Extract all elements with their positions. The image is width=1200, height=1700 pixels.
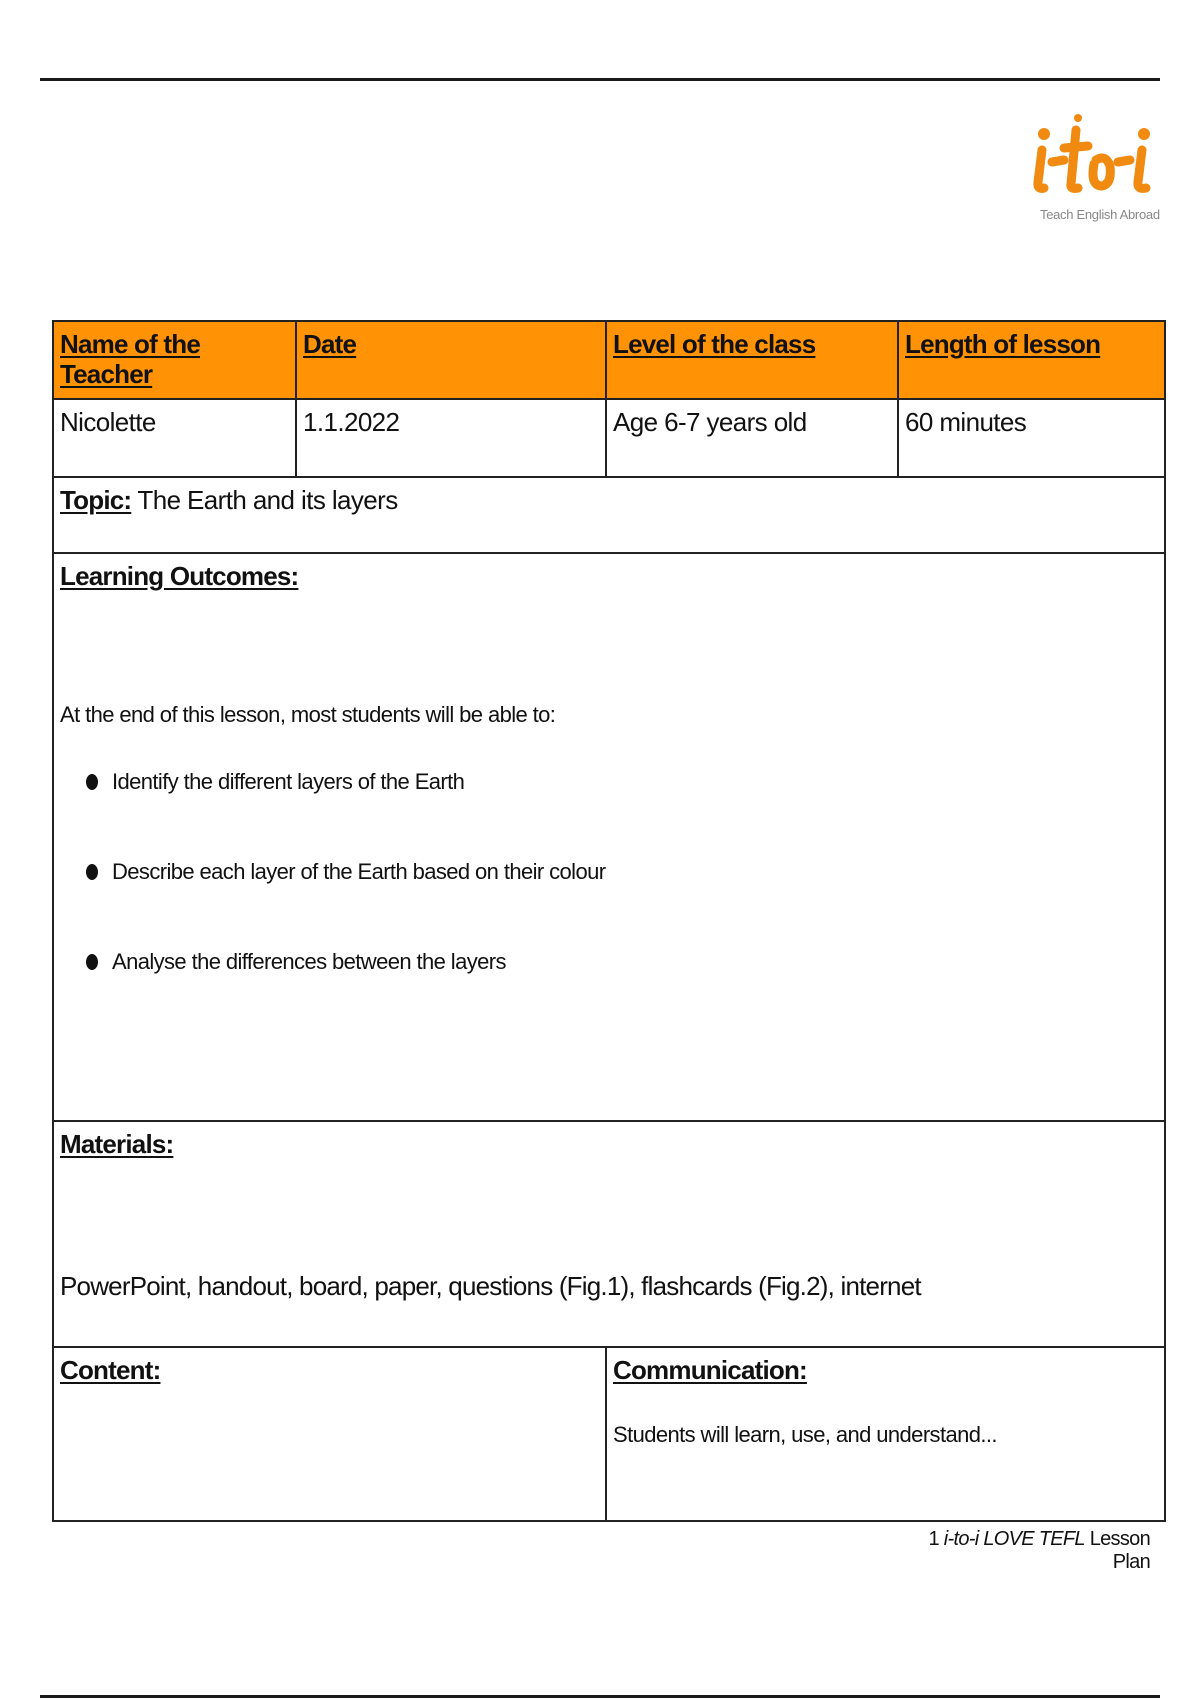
bullet-icon (86, 864, 98, 880)
date-value: 1.1.2022 (296, 399, 606, 477)
topic-value: The Earth and its layers (137, 485, 398, 515)
teacher-header-label: Name of the Teacher (60, 329, 201, 389)
lesson-plan-table (52, 320, 1166, 1522)
materials-row (53, 1121, 1165, 1347)
length-header-cell (898, 321, 1165, 399)
level-header-label: Level of the class (613, 329, 816, 359)
outcomes-list (60, 769, 1158, 975)
content-label: Content: (60, 1355, 161, 1385)
learning-outcomes-label: Learning Outcomes: (60, 561, 299, 591)
date-header-label: Date (303, 329, 357, 359)
header-row (53, 321, 1165, 399)
length-value: 60 minutes (898, 399, 1165, 477)
logo-tagline: Teach English Abroad (1040, 207, 1160, 222)
logo-mark-icon (1030, 100, 1160, 200)
footer-title: Lesson Plan (1089, 1528, 1150, 1573)
list-item (60, 949, 1158, 975)
level-header-cell (606, 321, 898, 399)
outcome-text: Identify the different layers of the Earth (112, 769, 465, 795)
outcome-text: Describe each layer of the Earth based on their colour (112, 859, 606, 885)
page-footer (900, 1528, 1150, 1574)
outcome-text: Analyse the differences between the layers (112, 949, 506, 975)
communication-value: Students will learn, use, and understand... (613, 1421, 997, 1447)
learning-outcomes-cell (53, 553, 1165, 1121)
level-value: Age 6-7 years old (606, 399, 898, 477)
top-rule (40, 78, 1160, 81)
communication-label: Communication: (613, 1355, 807, 1385)
teacher-header-cell (53, 321, 296, 399)
footer-brand: i-to-i LOVE TEFL (943, 1528, 1085, 1550)
list-item (60, 769, 1158, 795)
info-row (53, 399, 1165, 477)
bullet-icon (86, 954, 98, 970)
teacher-value: Nicolette (53, 399, 296, 477)
i-to-i-logo (1030, 100, 1160, 230)
list-item (60, 859, 1158, 885)
length-header-label: Length of lesson (905, 329, 1101, 359)
content-communication-row (53, 1347, 1165, 1521)
page-number: 1 (928, 1528, 939, 1550)
content-cell (53, 1347, 606, 1521)
communication-cell (606, 1347, 1165, 1521)
materials-cell (53, 1121, 1165, 1347)
date-header-cell (296, 321, 606, 399)
topic-row (53, 477, 1165, 553)
topic-cell (53, 477, 1165, 553)
topic-label: Topic: (60, 485, 132, 515)
learning-outcomes-lead: At the end of this lesson, most students will be able to: (60, 701, 556, 727)
bullet-icon (86, 774, 98, 790)
materials-label: Materials: (60, 1129, 174, 1159)
materials-value: PowerPoint, handout, board, paper, questions (Fig.1), flashcards (Fig.2), internet (60, 1270, 921, 1301)
learning-outcomes-row (53, 553, 1165, 1121)
bottom-rule (40, 1695, 1160, 1698)
